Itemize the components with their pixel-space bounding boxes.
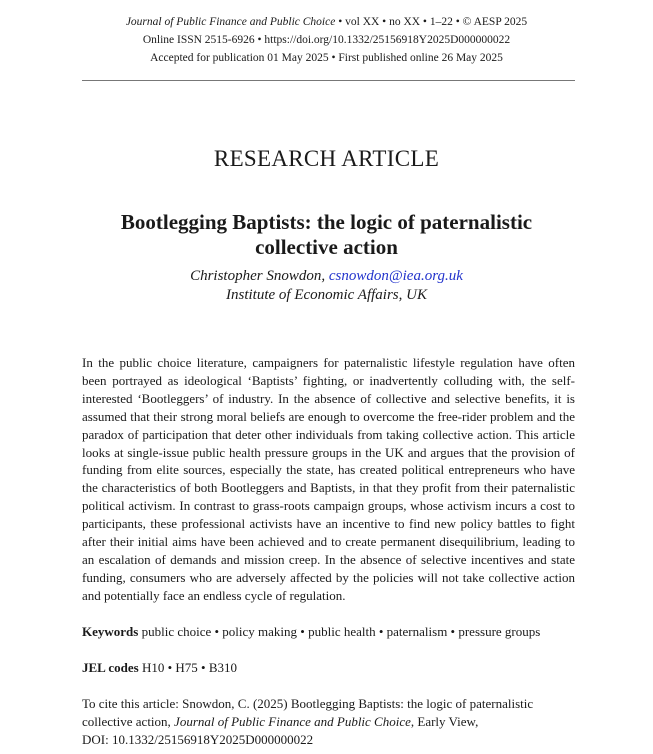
title-line: collective action <box>255 235 398 259</box>
citation-journal: Journal of Public Finance and Public Choice <box>174 714 411 729</box>
jel-text: H10 • H75 • B310 <box>138 660 238 675</box>
abstract-line: funding, consumers who are adversely affected by the policies will not take collective action <box>82 569 575 585</box>
journal-meta: • vol XX • no XX • 1–22 • © AESP 2025 <box>335 16 528 28</box>
abstract-line: political activism. In contrast to grass-roots campaign groups, whose activism incurs a cost to <box>82 498 575 514</box>
abstract-line: participants, these professional activists have an incentive to find new policy battles to fight <box>82 516 575 532</box>
citation-text: collective action, <box>82 714 175 729</box>
abstract-line: looks at single-issue public health pressure groups in the UK and argues that the provision of <box>82 444 575 460</box>
citation-line: To cite this article: Snowdon, C. (2025) Bootlegging Baptists: the logic of paternalistic <box>82 696 534 711</box>
article-type: RESEARCH ARTICLE <box>213 146 440 171</box>
author-block <box>0 267 653 305</box>
author-affiliation: Institute of Economic Affairs, UK <box>226 287 427 303</box>
author-name: Christopher Snowdon, <box>190 268 329 284</box>
abstract-line: after their initial aims have been achieved and to create permanent disequilibrium, leading to <box>82 534 575 550</box>
abstract-line: and potentially face an endless cycle of regulation. <box>82 587 346 603</box>
abstract <box>82 354 575 605</box>
abstract-line: funding from elite sources, especially the state, has created political entrepreneurs who have <box>82 462 575 478</box>
dates-line: Accepted for publication 01 May 2025 • First published online 26 May 2025 <box>150 52 503 64</box>
keywords-label: Keywords <box>82 624 139 639</box>
article-title <box>0 210 653 260</box>
jel-label: JEL codes <box>82 660 139 675</box>
citation-line <box>82 713 582 731</box>
keywords <box>82 623 582 641</box>
abstract-line: the characteristics of both Bootleggers and Baptists, in that they profit from their paternalistic <box>82 480 575 496</box>
abstract-line: interested ‘Bootleggers’ of industry. In the absence of collective and selective benefits, it is <box>82 390 575 406</box>
header-divider <box>82 80 575 81</box>
author-email-link[interactable]: csnowdon@iea.org.uk <box>328 268 463 284</box>
citation-doi: DOI: 10.1332/25156918Y2025D000000022 <box>82 732 314 747</box>
journal-name: Journal of Public Finance and Public Choice <box>125 16 336 28</box>
issn-line: Online ISSN 2515-6926 • https://doi.org/10.1332/25156918Y2025D000000022 <box>142 34 511 46</box>
citation <box>82 695 582 749</box>
jel-codes <box>82 659 582 677</box>
abstract-line: been portrayed as ideological ‘Baptists’ fighting, or inadvertently colluding with, the self- <box>82 372 575 388</box>
title-line: Bootlegging Baptists: the logic of paternalistic <box>120 210 533 234</box>
abstract-line: an escalation of demands and mission creep. In the absence of selective incentives and state <box>82 551 575 567</box>
abstract-line: In the public choice literature, campaigners for paternalistic lifestyle regulation have often <box>82 355 575 370</box>
abstract-line: paradox of participation that deter other individuals from taking collective action. This article <box>82 426 575 442</box>
citation-text: , Early View, <box>410 714 479 729</box>
journal-header <box>0 16 653 28</box>
keywords-text: public choice • policy making • public health • paternalism • pressure groups <box>138 624 541 639</box>
abstract-line: assumed that their strong moral beliefs are enough to overcome the free-rider problem and the <box>82 408 575 424</box>
